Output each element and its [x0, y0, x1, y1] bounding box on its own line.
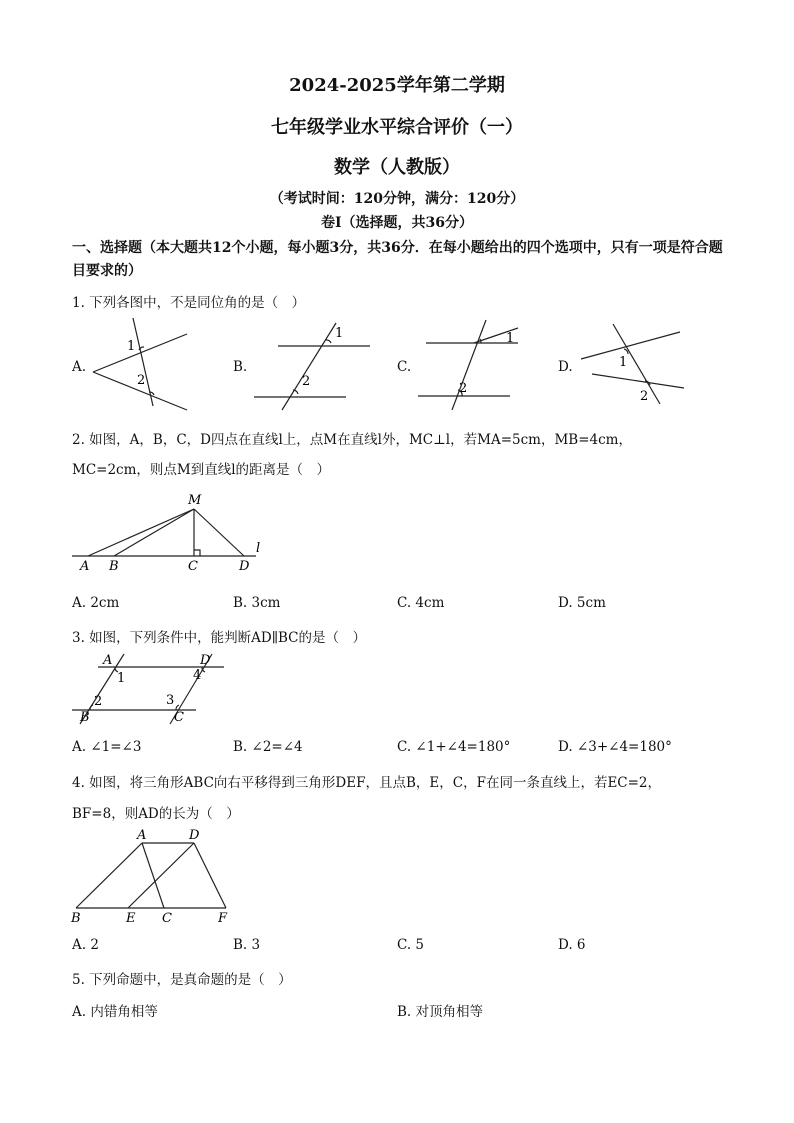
q1-figure-c [418, 320, 518, 410]
q2-option-b[interactable]: B. 3cm [233, 595, 281, 611]
q2-label-c: C [188, 559, 198, 574]
q3-label-b: B [80, 710, 90, 725]
q4-label-c: C [162, 911, 172, 926]
q4-figure [0, 826, 794, 926]
q2-label-m: M [188, 493, 202, 508]
q1-figure-a [93, 318, 187, 410]
q3-option-a[interactable]: A. ∠1=∠3 [72, 739, 142, 755]
q1-figure-b [254, 323, 370, 410]
q4-option-b[interactable]: B. 3 [233, 937, 261, 953]
q2-option-a[interactable]: A. 2cm [72, 595, 120, 611]
q4-option-c[interactable]: C. 5 [397, 937, 425, 953]
q2-option-c[interactable]: C. 4cm [397, 595, 445, 611]
question-3-stem: 3. 如图，下列条件中，能判断AD∥BC的是（ ） [72, 630, 366, 646]
exam-title-subject: 数学（人教版） [334, 157, 460, 178]
q1c-label-2: 2 [459, 381, 468, 396]
section-heading: 一、选择题（本大题共12个小题，每小题3分，共36分．在每小题给出的四个选项中，只有一项是符合题目要求的） [72, 240, 723, 279]
q1-option-a[interactable]: A. [72, 359, 87, 375]
q1b-label-1: 1 [335, 326, 344, 341]
q1-option-b[interactable]: B. [233, 359, 248, 375]
q4-label-b: B [71, 911, 81, 926]
q3-label-d: D [200, 653, 211, 668]
q3-label-a: A [103, 653, 113, 668]
q4-option-a[interactable]: A. 2 [72, 937, 99, 953]
q1-option-c[interactable]: C. [397, 359, 412, 375]
exam-info: （考试时间：120分钟，满分：120分） [269, 191, 525, 207]
q1c-label-1: 1 [506, 331, 515, 346]
q1-figures [0, 310, 794, 420]
q1d-label-1: 1 [619, 355, 628, 370]
q4-label-e: E [126, 911, 136, 926]
q1-figure-d [581, 324, 684, 404]
q1a-label-1: 1 [127, 339, 136, 354]
q3-label-1: 1 [117, 671, 126, 686]
question-2-stem-line1: 2. 如图，A，B，C，D四点在直线l上，点M在直线l外，MC⊥l，若MA=5cm，MB=4cm， [72, 432, 632, 448]
q2-option-d[interactable]: D. 5cm [558, 595, 606, 611]
question-4-stem-line1: 4. 如图，将三角形ABC向右平移得到三角形DEF，且点B，E，C，F在同一条直线上，若EC=2， [72, 775, 662, 791]
q3-option-c[interactable]: C. ∠1+∠4=180° [397, 739, 511, 755]
q4-label-f: F [218, 911, 228, 926]
q5-option-a[interactable]: A. 内错角相等 [72, 1004, 158, 1020]
q2-label-a: A [80, 559, 90, 574]
q4-option-d[interactable]: D. 6 [558, 937, 586, 953]
q3-option-d[interactable]: D. ∠3+∠4=180° [558, 739, 672, 755]
q1-option-d[interactable]: D. [558, 359, 573, 375]
q3-figure [0, 650, 794, 730]
q2-label-b: B [109, 559, 119, 574]
question-2-stem-line2: MC=2cm，则点M到直线l的距离是（ ） [72, 462, 331, 478]
question-5-stem: 5. 下列命题中，是真命题的是（ ） [72, 972, 292, 988]
q3-label-2: 2 [94, 694, 103, 709]
q1b-label-2: 2 [302, 374, 311, 389]
q4-label-d: D [189, 828, 200, 843]
q1a-label-2: 2 [137, 373, 146, 388]
q3-label-c: C [174, 710, 184, 725]
q4-label-a: A [137, 828, 147, 843]
exam-title-year: 2024-2025学年第二学期 [289, 75, 505, 96]
q2-label-d: D [239, 559, 250, 574]
q5-option-b[interactable]: B. 对顶角相等 [397, 1004, 484, 1020]
question-1-stem: 1. 下列各图中，不是同位角的是（ ） [72, 295, 306, 311]
exam-title-grade: 七年级学业水平综合评价（一） [271, 117, 523, 138]
q2-figure [0, 488, 794, 578]
q3-option-b[interactable]: B. ∠2=∠4 [233, 739, 303, 755]
q1d-label-2: 2 [640, 389, 649, 404]
part-title: 卷Ⅰ（选择题，共36分） [320, 215, 474, 231]
q3-label-4: 4 [193, 668, 202, 683]
question-4-stem-line2: BF=8，则AD的长为（ ） [72, 806, 240, 822]
q3-label-3: 3 [166, 693, 175, 708]
q2-label-l: l [256, 541, 261, 556]
